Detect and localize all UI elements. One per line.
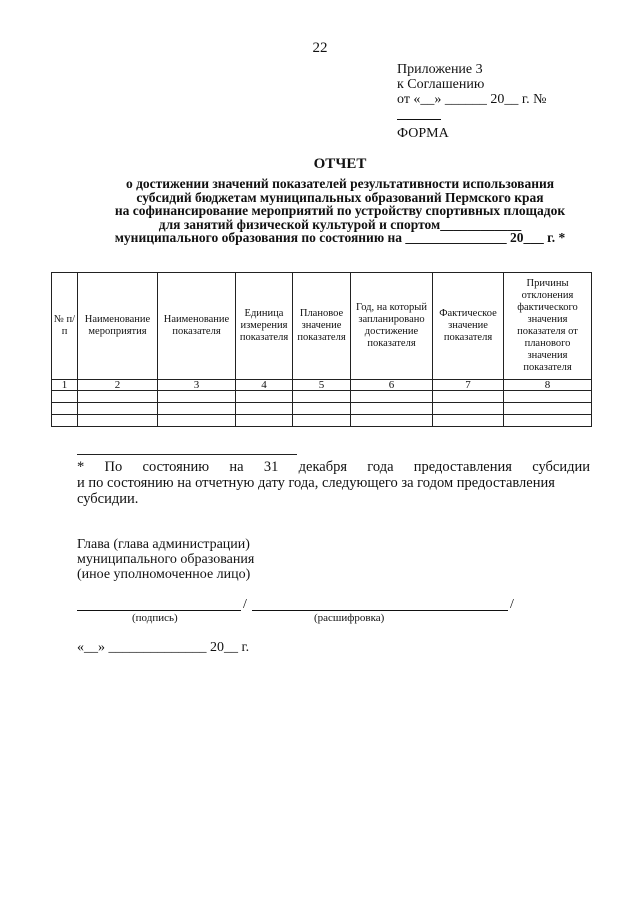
table-cell <box>504 415 592 427</box>
footnote <box>77 459 590 507</box>
signature-slash-right: / <box>510 597 514 612</box>
header-cell: Фактическое значение показателя <box>433 273 504 380</box>
signatory-block <box>77 537 254 582</box>
column-number-cell: 6 <box>351 380 433 391</box>
footnote-word: субсидии <box>532 459 590 475</box>
table-cell <box>351 403 433 415</box>
signature-caption: (подпись) <box>132 612 178 624</box>
report-table <box>51 272 592 427</box>
footnote-word: года <box>367 459 394 475</box>
table-cell <box>236 403 293 415</box>
report-title-block <box>60 155 620 245</box>
table-cell <box>52 391 78 403</box>
table-row <box>52 391 592 403</box>
table-header-row <box>52 273 592 380</box>
report-subtitle-line-5: муниципального образования по состоянию на _______________ 20___ г. * <box>114 230 566 245</box>
table-cell <box>433 391 504 403</box>
report-title: ОТЧЕТ <box>313 156 367 172</box>
annex-header <box>397 62 546 124</box>
table-cell <box>433 415 504 427</box>
column-number-cell: 4 <box>236 380 293 391</box>
annex-line-2: к Соглашению <box>397 77 485 92</box>
table-cell <box>236 391 293 403</box>
transcript-field[interactable] <box>252 597 508 611</box>
column-number-cell: 8 <box>504 380 592 391</box>
form-label: ФОРМА <box>397 126 449 141</box>
table-cell <box>351 391 433 403</box>
footnote-word: предоставления <box>413 459 512 475</box>
table-column-number-row <box>52 380 592 391</box>
header-cell: Плановое значение показателя <box>293 273 351 380</box>
table-cell <box>158 391 236 403</box>
table-cell <box>78 403 158 415</box>
column-number-cell: 7 <box>433 380 504 391</box>
footnote-separator <box>77 454 297 455</box>
table-cell <box>293 403 351 415</box>
footnote-word: По <box>104 459 123 475</box>
footnote-word: декабря <box>298 459 348 475</box>
annex-line-3: от «__» ______ 20__ г. № <box>397 92 547 107</box>
report-subtitle-line-4: для занятий физической культурой и спортом____________ <box>158 216 522 232</box>
table-cell <box>236 415 293 427</box>
table-cell <box>504 391 592 403</box>
header-cell: Единица измерения показателя <box>236 273 293 380</box>
table-cell <box>504 403 592 415</box>
date-line: «__» ______________ 20__ г. <box>77 640 250 655</box>
table-cell <box>351 415 433 427</box>
column-number-cell: 2 <box>78 380 158 391</box>
header-cell: Наименование мероприятия <box>78 273 158 380</box>
footnote-word: на <box>229 459 244 475</box>
table-cell <box>293 415 351 427</box>
table-cell <box>433 403 504 415</box>
column-number-cell: 1 <box>52 380 78 391</box>
table-cell <box>293 391 351 403</box>
signature-field[interactable] <box>77 597 241 611</box>
header-cell: Год, на который запланировано достижение показателя <box>351 273 433 380</box>
page-number: 22 <box>312 40 328 56</box>
report-subtitle-line-1: о достижении значений показателей результативности использования <box>125 176 555 191</box>
signature-slash-left: / <box>243 597 247 612</box>
table-row <box>52 403 592 415</box>
annex-number-blank <box>397 107 441 120</box>
signatory-line-1: Глава (глава администрации) <box>77 537 250 552</box>
column-number-cell: 3 <box>158 380 236 391</box>
table-cell <box>158 415 236 427</box>
header-cell: Причины отклонения фактического значения показателя от планового значения показателя <box>504 273 592 380</box>
annex-line-1: Приложение 3 <box>397 62 483 77</box>
table-row <box>52 415 592 427</box>
footnote-line-2: и по состоянию на отчетную дату года, следующего за годом предоставления <box>77 475 555 491</box>
report-subtitle-line-3: на софинансирование мероприятий по устройству спортивных площадок <box>114 203 566 218</box>
signatory-line-3: (иное уполномоченное лицо) <box>77 567 251 582</box>
report-subtitle-line-2: субсидий бюджетам муниципальных образований Пермского края <box>136 189 544 205</box>
footnote-word: 31 <box>263 459 279 475</box>
footnote-word: * <box>77 459 85 475</box>
signatory-line-2: муниципального образования <box>77 552 255 567</box>
table-cell <box>78 391 158 403</box>
table-cell <box>52 403 78 415</box>
footnote-line-1 <box>77 459 590 475</box>
table-cell <box>78 415 158 427</box>
table-cell <box>158 403 236 415</box>
footnote-line-3: субсидии. <box>77 491 139 507</box>
column-number-cell: 5 <box>293 380 351 391</box>
footnote-word: состоянию <box>142 459 210 475</box>
table-cell <box>52 415 78 427</box>
transcript-caption: (расшифровка) <box>314 612 385 624</box>
header-cell: Наименование показателя <box>158 273 236 380</box>
header-cell: № п/п <box>52 273 78 380</box>
